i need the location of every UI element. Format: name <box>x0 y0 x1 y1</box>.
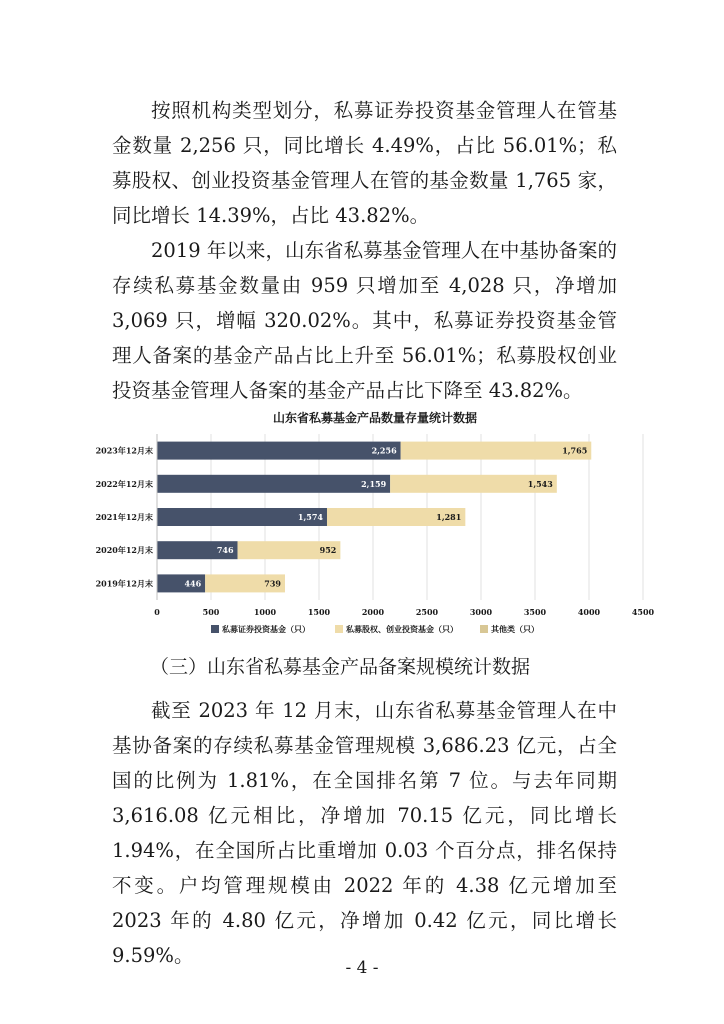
bar-value-label: 1,574 <box>297 512 323 522</box>
legend-label: 私募股权、创业投资基金（只） <box>346 624 458 634</box>
bar-value-label: 2,159 <box>361 478 387 489</box>
x-tick-label: 2000 <box>361 607 385 617</box>
legend-swatch <box>211 625 219 633</box>
bar-segment <box>157 442 401 460</box>
bar-value-label: 1,765 <box>562 445 588 456</box>
legend-label: 私募证券投资基金（只） <box>222 624 310 634</box>
legend-swatch <box>480 625 488 633</box>
bar-value-label: 739 <box>264 578 281 589</box>
bar-segment <box>157 475 390 493</box>
category-label: 2020年12月末 <box>95 545 153 556</box>
bar-value-label: 746 <box>216 545 234 556</box>
page-number: - 4 - <box>345 958 379 978</box>
x-tick-label: 4500 <box>631 607 655 617</box>
paragraph-fund-growth-since-2019: 2019 年以来，山东省私募基金管理人在中基协备案的存续私募基金数量由 959 只增加至 4,028 只，净增加 3,069 只，增幅 320.02%。其中，私募证券投资基金管理人备案的基金产品占比上升至 56.01%；私募股权创业投资基金管理人备案的基金产品占比下降至 43.82%。 <box>112 239 617 402</box>
x-tick-label: 3000 <box>469 607 493 617</box>
bar-value-label: 446 <box>184 578 202 589</box>
bar-value-label: 2,256 <box>371 445 397 456</box>
paragraph-management-scale: 截至 2023 年 12 月末，山东省私募基金管理人在中基协备案的存续私募基金管理规模 3,686.23 亿元，占全国的比例为 1.81%，在全国排名第 7 位。与去年同期 3,616.08 亿元相比，净增加 70.15 亿元，同比增长 1.94%，在全国所占比重增加 0.03 个百分点，排名保持不变。户均管理规模由 2022 年的 4.38 亿元增加至 2023 年的 4.80 亿元，净增加 0.42 亿元，同比增长 9.59%。 <box>112 699 617 967</box>
fund-count-stacked-bar-chart <box>85 404 665 644</box>
legend-label: 其他类（只） <box>491 624 539 634</box>
category-label: 2022年12月末 <box>95 478 153 489</box>
bar-value-label: 952 <box>319 545 337 556</box>
category-label: 2023年12月末 <box>95 445 153 456</box>
legend-swatch <box>335 625 343 633</box>
x-tick-label: 500 <box>202 607 220 617</box>
bar-value-label: 1,281 <box>436 512 462 522</box>
chart-title: 山东省私募基金产品数量存量统计数据 <box>272 411 478 425</box>
paragraph-fund-count-by-type: 按照机构类型划分，私募证券投资基金管理人在管基金数量 2,256 只，同比增长 4.49%，占比 56.01%；私募股权、创业投资基金管理人在管的基金数量 1,765 家，同比增长 14.39%，占比 43.82%。 <box>112 99 617 227</box>
x-tick-label: 1500 <box>307 607 331 617</box>
x-tick-label: 2500 <box>415 607 439 617</box>
bar-value-label: 1,543 <box>527 478 553 489</box>
x-tick-label: 4000 <box>577 607 601 617</box>
section-heading: （三）山东省私募基金产品备案规模统计数据 <box>150 656 531 678</box>
x-tick-label: 3500 <box>523 607 547 617</box>
x-tick-label: 1000 <box>253 607 277 617</box>
category-label: 2021年12月末 <box>95 512 153 522</box>
category-label: 2019年12月末 <box>95 578 153 589</box>
chart-canvas <box>85 404 665 644</box>
x-tick-label: 0 <box>154 607 160 617</box>
